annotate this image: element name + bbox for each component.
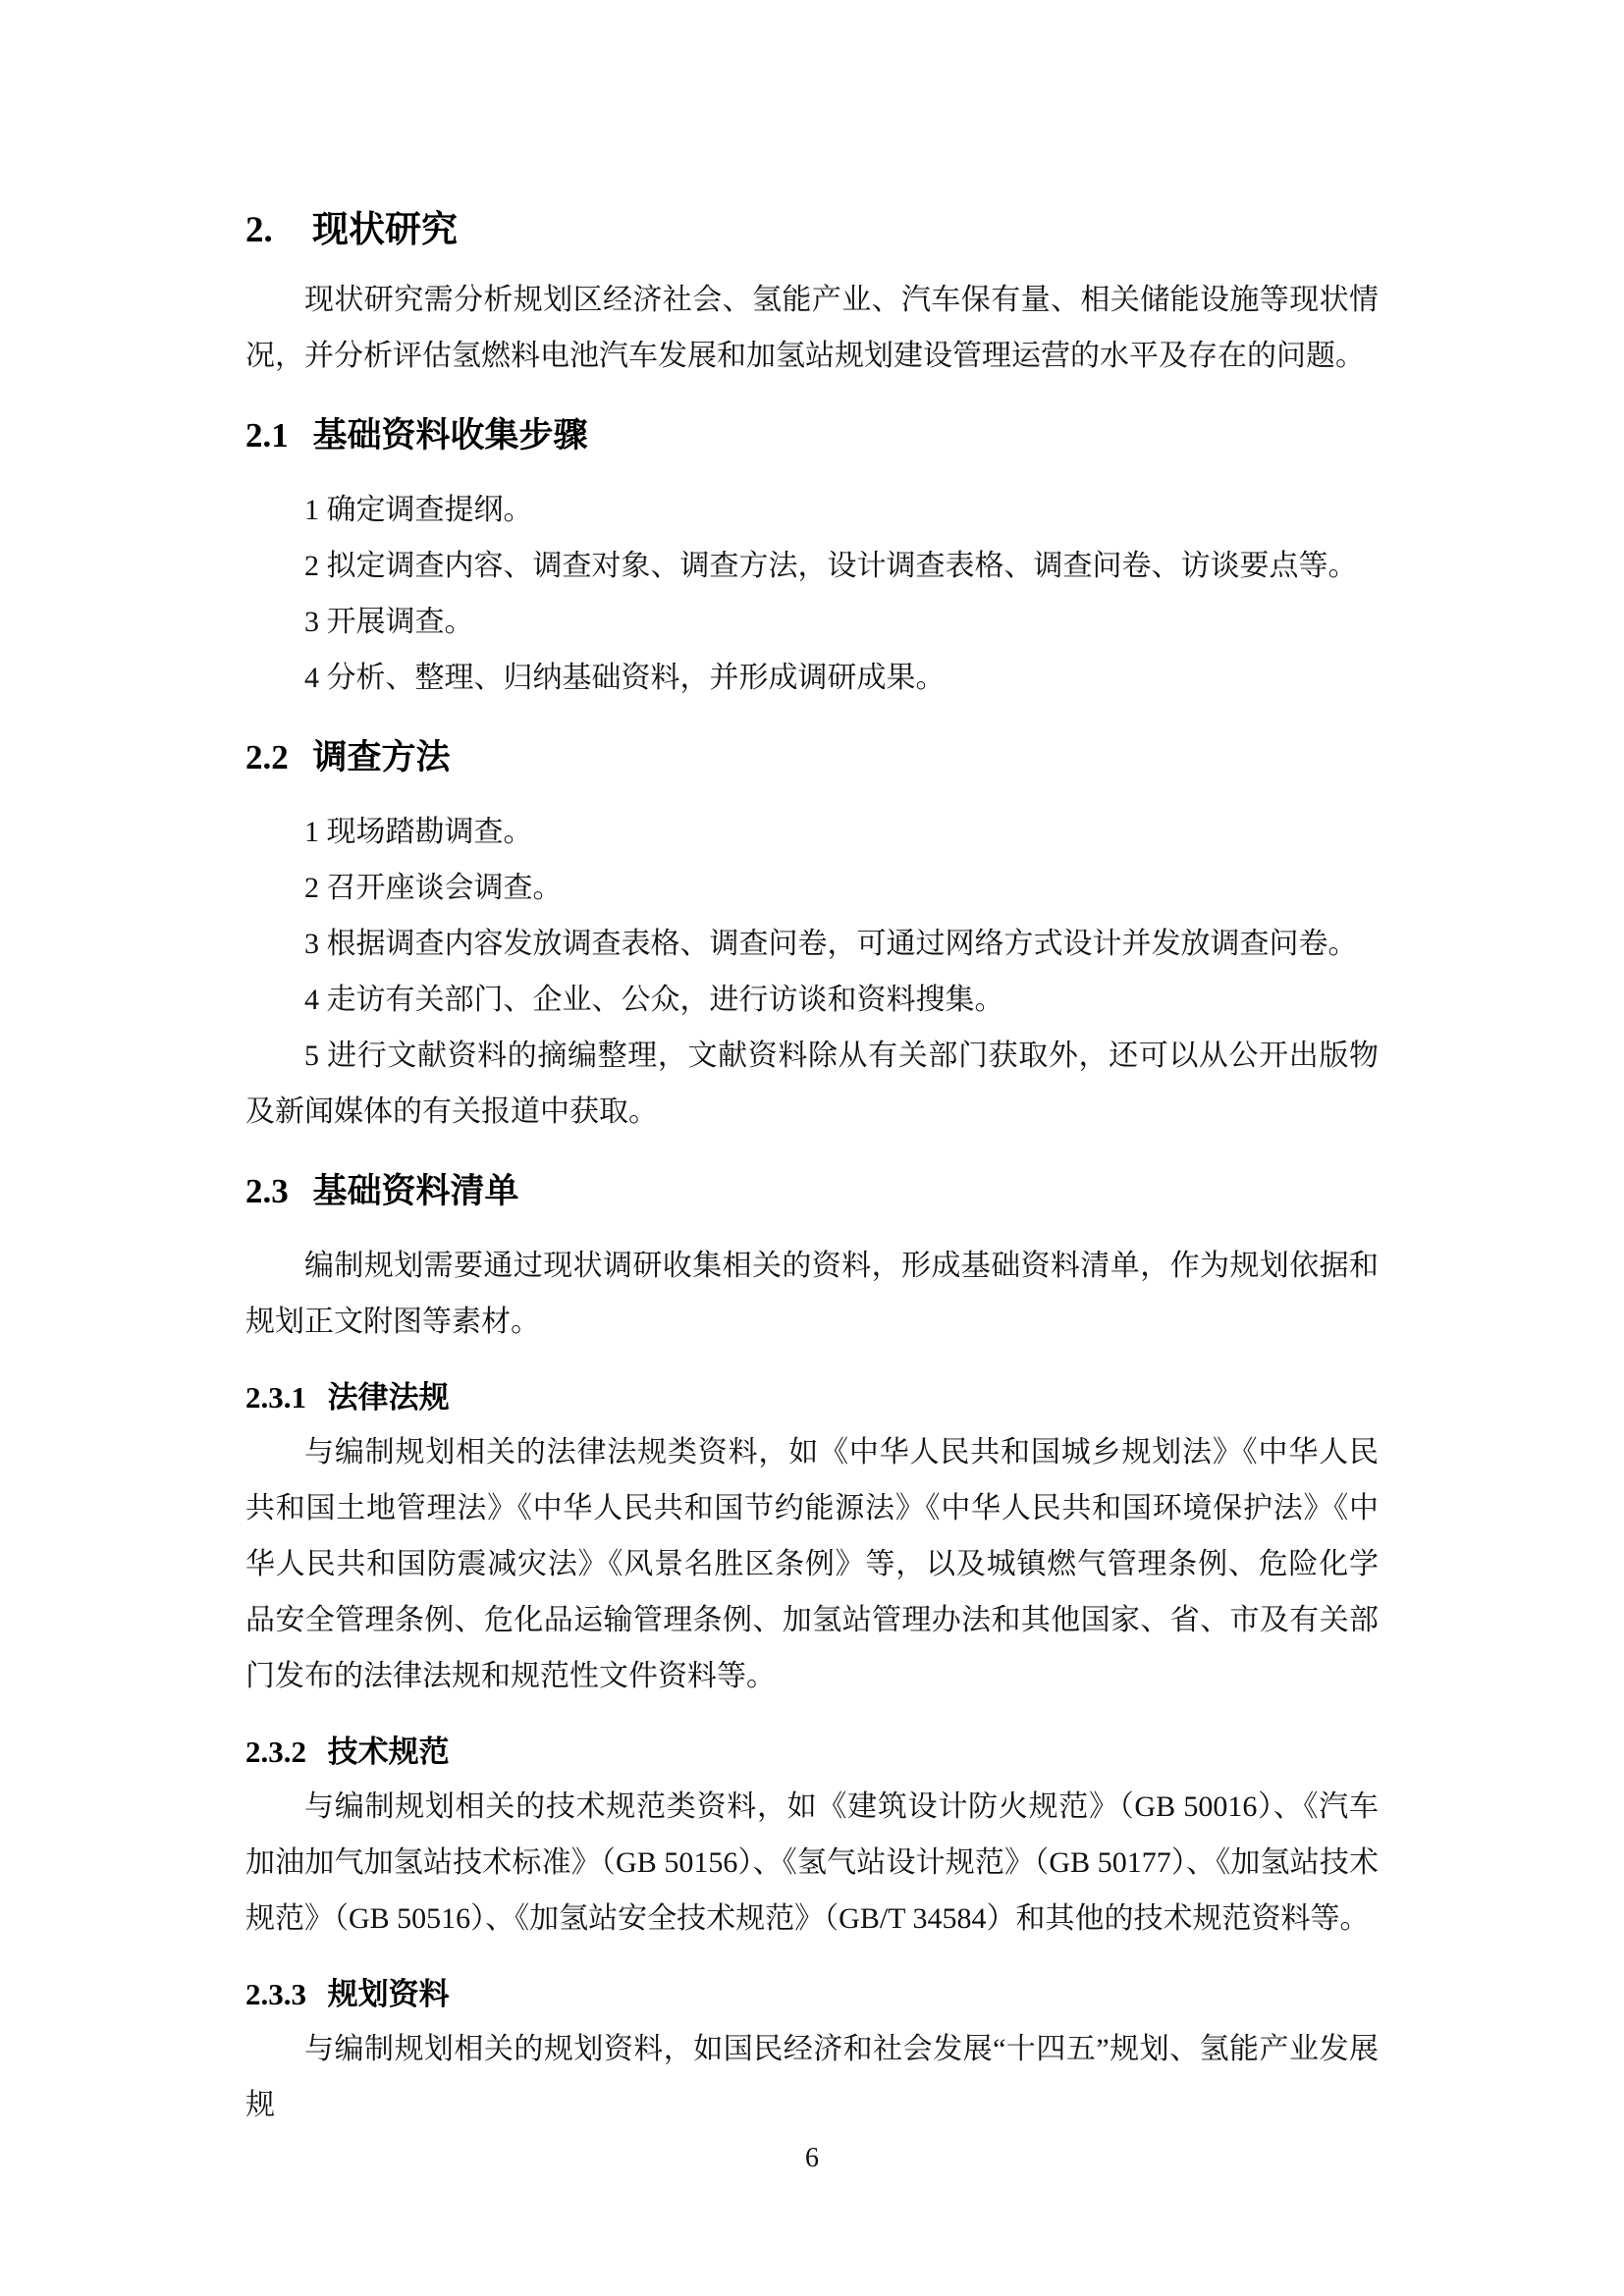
subsection-number: 2.3.3: [245, 1977, 306, 2011]
step-item: 1 确定调查提纲。: [304, 494, 533, 526]
chapter-title: 现状研究: [312, 209, 459, 249]
section-heading-2-1: [245, 415, 1379, 456]
section-heading-2-2: [245, 737, 1379, 778]
chapter-number: 2.: [245, 210, 273, 250]
subsection-number: 2.3.1: [245, 1380, 306, 1415]
section-2-3: [245, 1171, 1379, 2133]
step-item: 5 进行文献资料的摘编整理，文献资料除从有关部门获取外，还可以从公开出版物及新闻媒体的有关报道中获取。: [245, 1040, 1379, 1128]
section-intro-paragraph: 编制规划需要通过现状调研收集相关的资料，形成基础资料清单，作为规划依据和规划正文附图等素材。: [245, 1250, 1379, 1338]
subsection-paragraph: 与编制规划相关的规划资料，如国民经济和社会发展“十四五”规划、氢能产业发展规: [245, 2033, 1379, 2121]
step-item: 1 现场踏勘调查。: [304, 816, 533, 848]
section-2-2: [245, 737, 1379, 1140]
step-item: 4 分析、整理、归纳基础资料，并形成调研成果。: [304, 662, 946, 694]
subsection-paragraph: 与编制规划相关的法律法规类资料，如《中华人民共和国城乡规划法》《中华人民共和国土地管理法》《中华人民共和国节约能源法》《中华人民共和国环境保护法》《中华人民共和国防震减灾法》《风景名胜区条例》等，以及城镇燃气管理条例、危险化学品安全管理条例、危化品运输管理条例、加氢站管理办法和其他国家、省、市及有关部门发布的法律法规和规范性文件资料等。: [245, 1436, 1379, 1692]
section-number: 2.3: [245, 1172, 289, 1210]
section-number: 2.1: [245, 416, 289, 454]
step-item: 2 拟定调查内容、调查对象、调查方法，设计调查表格、调查问卷、访谈要点等。: [304, 550, 1358, 582]
section-number: 2.2: [245, 738, 289, 776]
subsection-title: 技术规范: [327, 1735, 450, 1769]
section-title: 基础资料清单: [312, 1172, 519, 1210]
subsection-paragraph: 与编制规划相关的技术规范类资料，如《建筑设计防火规范》（GB 50016）、《汽车加油加气加氢站技术标准》（GB 50156）、《氢气站设计规范》（GB 50177）、《加氢站技术规范》（GB 50516）、《加氢站安全技术规范》（GB/T 34584）和其他的技术规范资料等。: [245, 1790, 1379, 1935]
section-title: 调查方法: [312, 738, 451, 776]
subsection-heading-2-3-1: [245, 1379, 1379, 1416]
step-item: 2 召开座谈会调查。: [304, 872, 563, 904]
step-item: 3 根据调查内容发放调查表格、调查问卷，可通过网络方式设计并发放调查问卷。: [304, 928, 1358, 960]
subsection-title: 法律法规: [327, 1380, 450, 1415]
chapter-intro-paragraph: 现状研究需分析规划区经济社会、氢能产业、汽车保有量、相关储能设施等现状情况，并分析评估氢燃料电池汽车发展和加氢站规划建设管理运营的水平及存在的问题。: [245, 284, 1379, 372]
section-2-1: [245, 415, 1379, 706]
subsection-heading-2-3-3: [245, 1976, 1379, 2013]
step-item: 4 走访有关部门、企业、公众，进行访谈和资料搜集。: [304, 984, 1004, 1016]
subsection-number: 2.3.2: [245, 1735, 306, 1769]
subsection-heading-2-3-2: [245, 1734, 1379, 1771]
chapter-heading: [245, 208, 1379, 252]
step-item: 3 开展调查。: [304, 606, 474, 638]
section-title: 基础资料收集步骤: [312, 416, 588, 454]
subsection-title: 规划资料: [327, 1977, 450, 2011]
page-number: 6: [805, 2143, 819, 2173]
section-heading-2-3: [245, 1171, 1379, 1212]
